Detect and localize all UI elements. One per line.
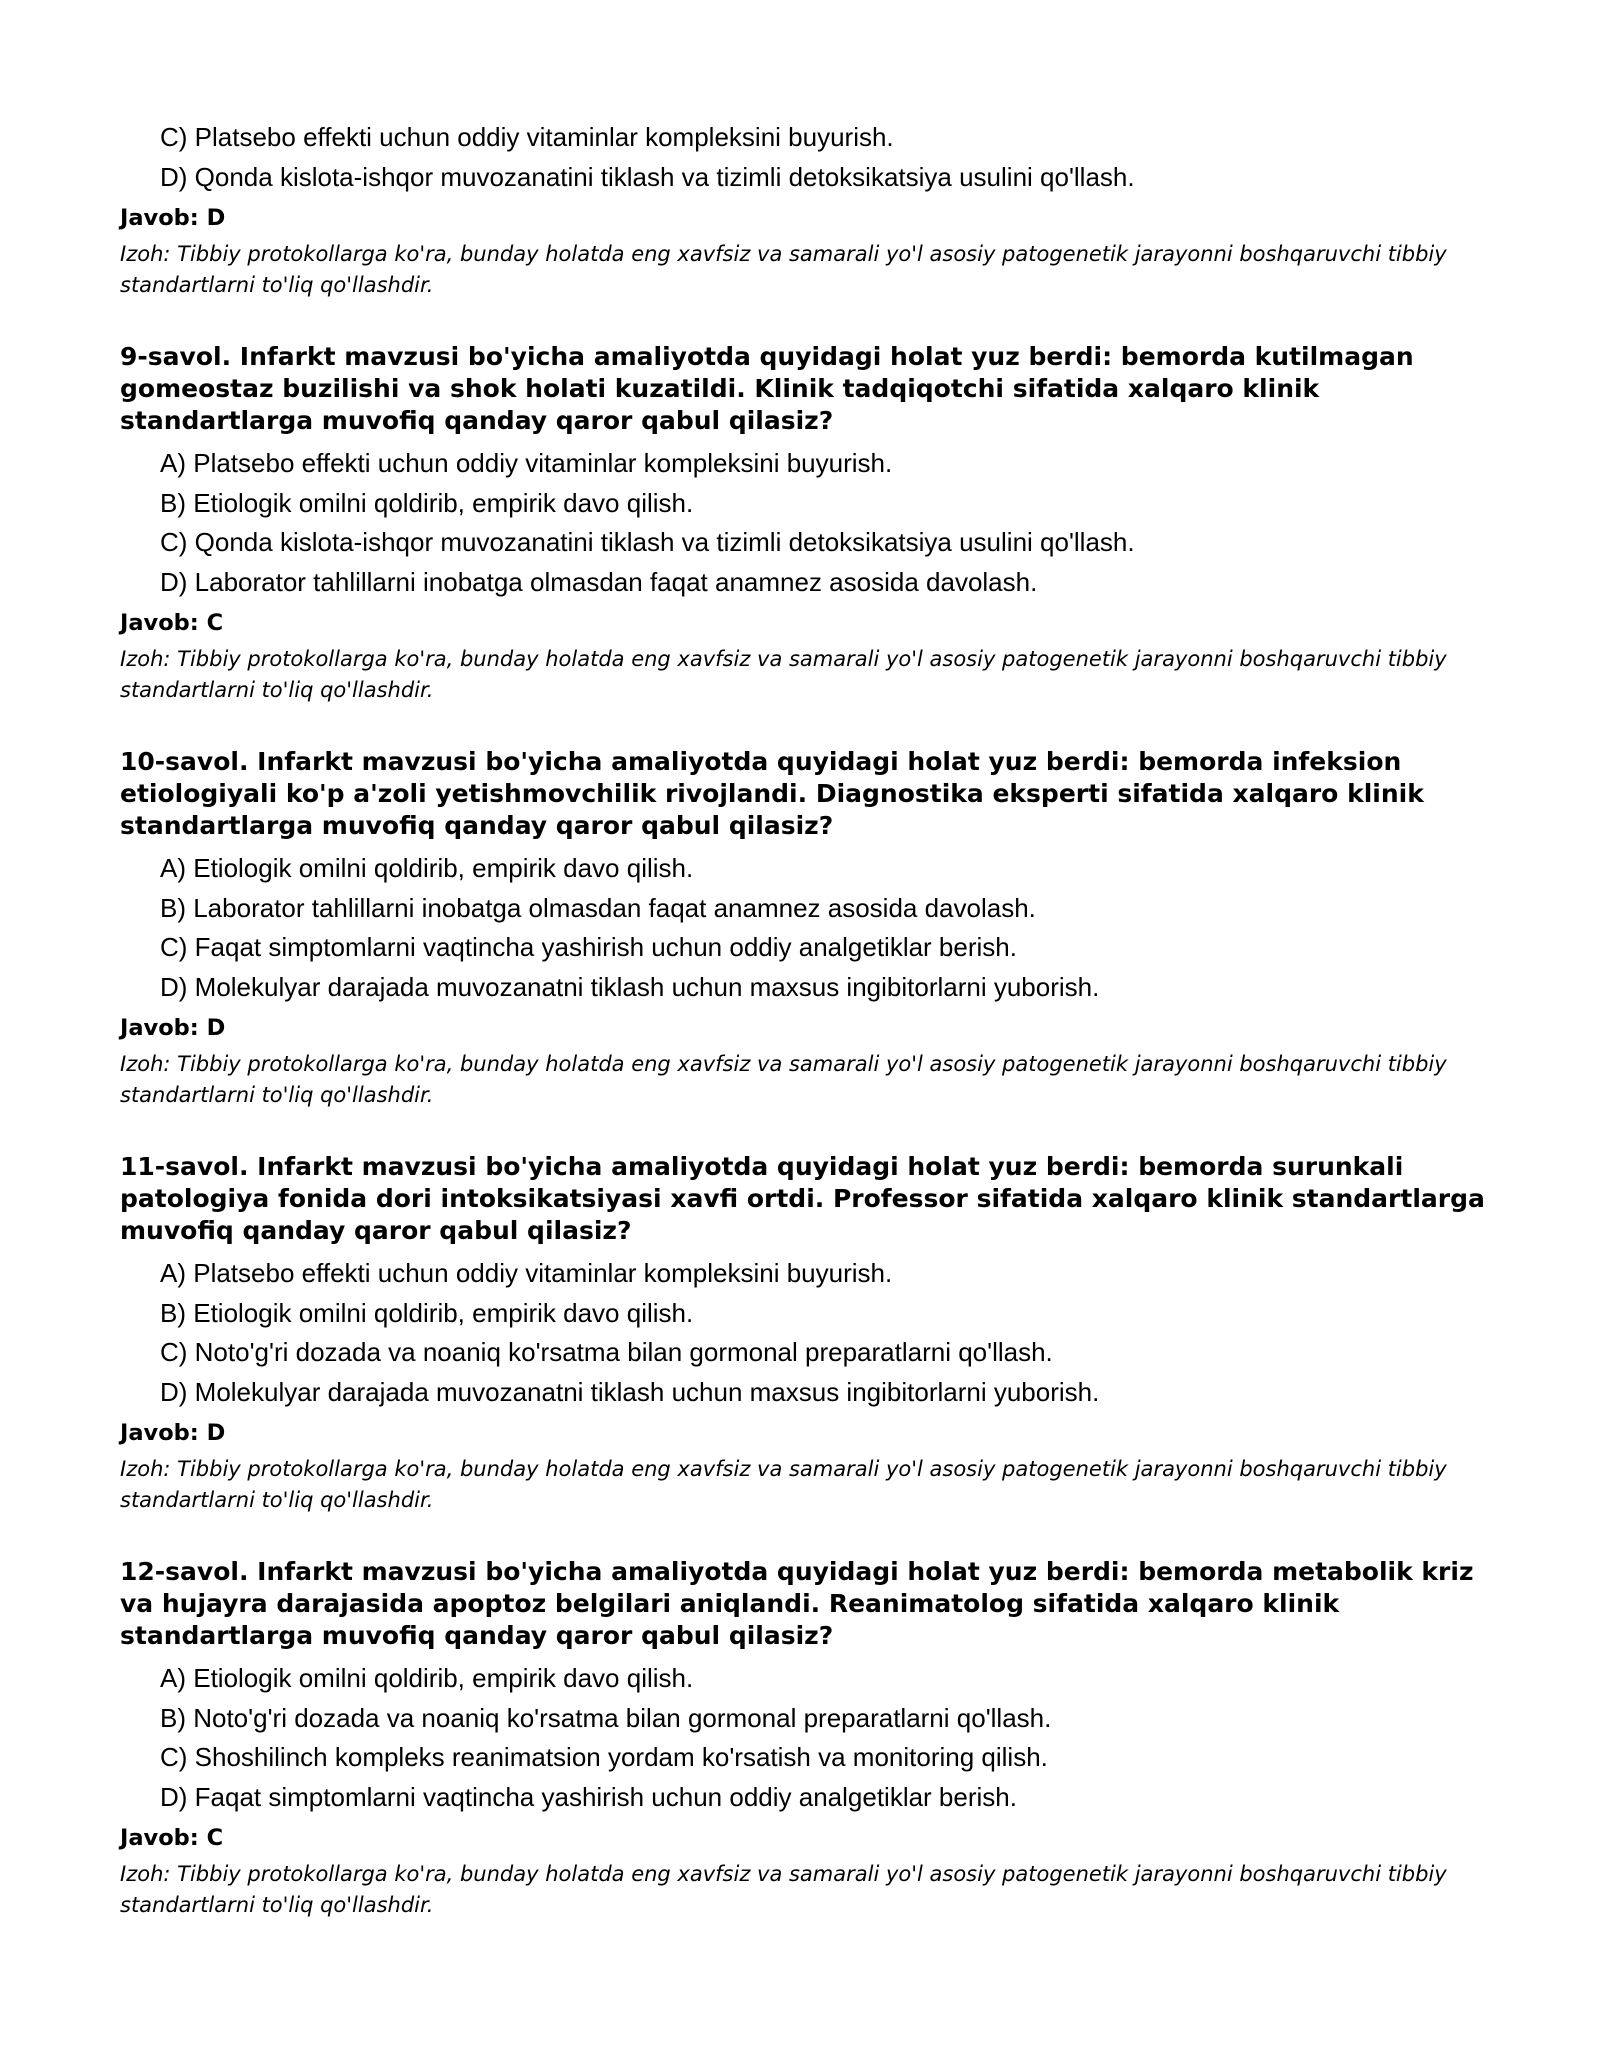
option-a: A) Platsebo effekti uchun oddiy vitaminlar kompleksini buyurish. [160, 448, 893, 478]
question-block-10 [120, 746, 1500, 1111]
option-c: C) Qonda kislota-ishqor muvozanatini tiklash va tizimli detoksikatsiya usulini qo'llash. [160, 527, 1135, 557]
question-text: 9-savol. Infarkt mavzusi bo'yicha amaliyotda quyidagi holat yuz berdi: bemorda kutilmagan gomeostaz buzilishi va shok holati kuzatildi. Klinik tadqiqotchi sifatida xalqaro klinik standartlarga muvofiq qanday qaror qabul qilasiz? [120, 342, 1414, 435]
explanation-note: Izoh: Tibbiy protokollarga ko'ra, bunday holatda eng xavfsiz va samarali yo'l asosiy patogenetik jarayonni boshqaruvchi tibbiy standartlarni to'liq qo'llashdir. [120, 1862, 1447, 1917]
option-d: D) Qonda kislota-ishqor muvozanatini tiklash va tizimli detoksikatsiya usulini qo'llash. [160, 161, 1135, 192]
option-d: D) Molekulyar darajada muvozanatni tiklash uchun maxsus ingibitorlarni yuborish. [160, 1376, 1100, 1407]
document-page [120, 118, 1500, 1921]
explanation-note: Izoh: Tibbiy protokollarga ko'ra, bunday holatda eng xavfsiz va samarali yo'l asosiy patogenetik jarayonni boshqaruvchi tibbiy standartlarni to'liq qo'llashdir. [120, 1052, 1447, 1107]
option-d: D) Molekulyar darajada muvozanatni tiklash uchun maxsus ingibitorlarni yuborish. [160, 971, 1100, 1002]
option-a: A) Etiologik omilni qoldirib, empirik davo qilish. [160, 1663, 694, 1693]
question-block-continued [120, 118, 1500, 301]
option-b: B) Noto'g'ri dozada va noaniq ko'rsatma bilan gormonal preparatlarni qo'llash. [160, 1702, 1052, 1733]
option-d: D) Laborator tahlillarni inobatga olmasdan faqat anamnez asosida davolash. [160, 566, 1038, 597]
answer: Javob: D [120, 205, 226, 231]
question-text: 11-savol. Infarkt mavzusi bo'yicha amaliyotda quyidagi holat yuz berdi: bemorda surunkali patologiya fonida dori intoksikatsiyasi xavfi ortdi. Professor sifatida xalqaro klinik standartlarga muvofiq qanday qaror qabul qilasiz? [120, 1152, 1485, 1245]
answer: Javob: C [120, 610, 224, 636]
options-list [120, 1254, 1500, 1412]
option-a: A) Etiologik omilni qoldirib, empirik davo qilish. [160, 853, 694, 883]
option-a: A) Platsebo effekti uchun oddiy vitaminlar kompleksini buyurish. [160, 1258, 893, 1288]
question-block-11 [120, 1151, 1500, 1516]
answer: Javob: D [120, 1420, 226, 1446]
option-d: D) Faqat simptomlarni vaqtincha yashirish uchun oddiy analgetiklar berish. [160, 1781, 1017, 1812]
option-b: B) Laborator tahlillarni inobatga olmasdan faqat anamnez asosida davolash. [160, 892, 1036, 923]
question-text: 10-savol. Infarkt mavzusi bo'yicha amaliyotda quyidagi holat yuz berdi: bemorda infeksion etiologiyali ko'p a'zoli yetishmovchilik rivojlandi. Diagnostika eksperti sifatida xalqaro klinik standartlarga muvofiq qanday qaror qabul qilasiz? [120, 747, 1424, 840]
option-c: C) Platsebo effekti uchun oddiy vitaminlar kompleksini buyurish. [160, 122, 894, 152]
option-b: B) Etiologik omilni qoldirib, empirik davo qilish. [160, 487, 694, 518]
explanation-note: Izoh: Tibbiy protokollarga ko'ra, bunday holatda eng xavfsiz va samarali yo'l asosiy patogenetik jarayonni boshqaruvchi tibbiy standartlarni to'liq qo'llashdir. [120, 647, 1447, 702]
option-c: C) Shoshilinch kompleks reanimatsion yordam ko'rsatish va monitoring qilish. [160, 1742, 1048, 1772]
explanation-note: Izoh: Tibbiy protokollarga ko'ra, bunday holatda eng xavfsiz va samarali yo'l asosiy patogenetik jarayonni boshqaruvchi tibbiy standartlarni to'liq qo'llashdir. [120, 1457, 1447, 1512]
options-list [120, 1659, 1500, 1817]
question-text: 12-savol. Infarkt mavzusi bo'yicha amaliyotda quyidagi holat yuz berdi: bemorda metabolik kriz va hujayra darajasida apoptoz belgilari aniqlandi. Reanimatolog sifatida xalqaro klinik standartlarga muvofiq qanday qaror qabul qilasiz? [120, 1557, 1474, 1650]
option-c: C) Faqat simptomlarni vaqtincha yashirish uchun oddiy analgetiklar berish. [160, 932, 1017, 962]
options-list [120, 444, 1500, 602]
answer: Javob: C [120, 1825, 224, 1851]
question-block-9 [120, 341, 1500, 706]
option-c: C) Noto'g'ri dozada va noaniq ko'rsatma bilan gormonal preparatlarni qo'llash. [160, 1337, 1053, 1367]
question-block-12 [120, 1556, 1500, 1921]
answer: Javob: D [120, 1015, 226, 1041]
options-list [120, 118, 1500, 197]
option-b: B) Etiologik omilni qoldirib, empirik davo qilish. [160, 1297, 694, 1328]
explanation-note: Izoh: Tibbiy protokollarga ko'ra, bunday holatda eng xavfsiz va samarali yo'l asosiy patogenetik jarayonni boshqaruvchi tibbiy standartlarni to'liq qo'llashdir. [120, 242, 1447, 297]
options-list [120, 849, 1500, 1007]
